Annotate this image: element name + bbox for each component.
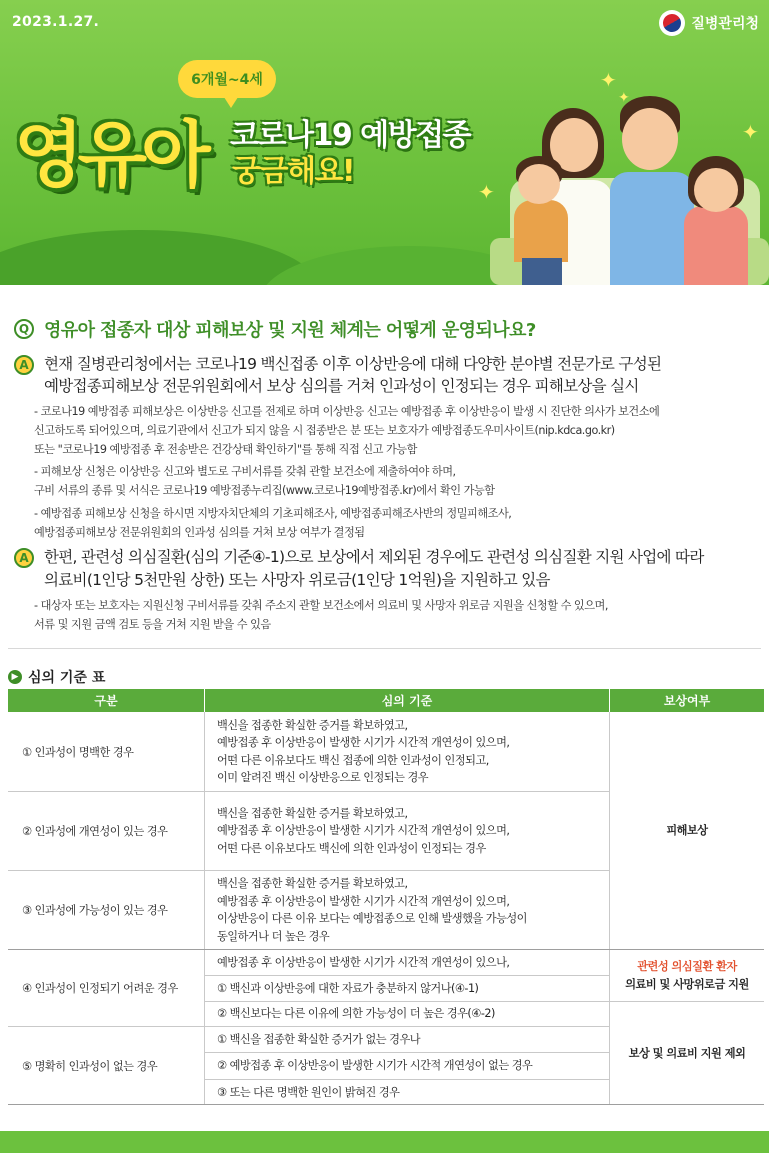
background-hill <box>0 230 320 285</box>
table-row-category: ② 인과성에 개연성이 있는 경우 <box>22 825 168 838</box>
sparkle-icon: ✦ <box>742 120 759 144</box>
table-header-criteria: 심의 기준 <box>205 689 609 712</box>
table-row-criteria: 백신을 접종한 확실한 증거를 확보하였고, 예방접종 후 이상반응이 발생한 시기가 시간적 개연성이 있으며, 어떤 다른 이유보다도 백신 접종에 의한 인과성이 인정되고, 이미 알려진 백신 이상반응으로 인정되는 경우 <box>217 718 510 784</box>
agency-name: 질병관리청 <box>691 16 759 32</box>
question-badge: Q <box>14 319 34 339</box>
answer-2-bullet: 서류 및 지원 금액 검토 등을 거쳐 지원 받을 수 있음 <box>34 618 271 631</box>
table-title <box>8 667 105 687</box>
answer-1-line: 예방접종피해보상 전문위원회에서 보상 심의를 거쳐 인과성이 인정되는 경우 피해보상을 실시 <box>44 377 639 395</box>
table-row-criteria: 백신을 접종한 확실한 증거를 확보하였고, 예방접종 후 이상반응이 발생한 시기가 시간적 개연성이 있으며, 어떤 다른 이유보다도 백신에 의한 인과성이 인정되는 경우 <box>217 806 510 855</box>
answer-1-bullet: 신고하도록 되어있으며, 의료기관에서 신고가 되지 않을 시 접종받은 분 또는 보호자가 예방접종도우미사이트(nip.kdca.go.kr) <box>34 424 615 437</box>
compensation-cell: 보상 및 의료비 지원 제외 <box>628 1046 746 1060</box>
answer-1-bullet: - 피해보상 신청은 이상반응 신고와 별도로 구비서류를 갖춰 관할 보건소에 제출하여야 하며, <box>34 465 456 478</box>
agency-logo <box>659 10 759 36</box>
sparkle-icon: ✦ <box>478 180 495 204</box>
answer-badge: A <box>14 355 34 375</box>
compensation-cell: 피해보상 <box>666 823 708 837</box>
table-header-compensation: 보상여부 <box>610 689 764 712</box>
table-row-category: ③ 인과성에 가능성이 있는 경우 <box>22 904 168 917</box>
table-header-category: 구분 <box>8 689 204 712</box>
taegeuk-icon <box>659 10 685 36</box>
table-row-criteria: ③ 또는 다른 명백한 원인이 밝혀진 경우 <box>217 1085 400 1099</box>
answer-1-bullet: 구비 서류의 종류 및 서식은 코로나19 예방접종누리집(www.코로나19예방접종.kr)에서 확인 가능함 <box>34 484 495 497</box>
answer-1-bullet: - 코로나19 예방접종 피해보상은 이상반응 신고를 전제로 하며 이상반응 신고는 예방접종 후 이상반응이 발생 시 진단한 의사가 보건소에 <box>34 405 660 418</box>
subtitle-line-2: 궁금해요! <box>232 154 355 189</box>
age-bubble: 6개월~4세 <box>178 60 276 98</box>
table-row-category: ④ 인과성이 인정되기 어려운 경우 <box>22 982 178 995</box>
main-title: 영유아 <box>14 113 205 197</box>
table-row-criteria: 예방접종 후 이상반응이 발생한 시기가 시간적 개연성이 있으나, <box>217 955 510 969</box>
table-row-criteria: ② 예방접종 후 이상반응이 발생한 시기가 시간적 개연성이 없는 경우 <box>217 1059 533 1073</box>
subtitle-line-1: 코로나19 예방접종 <box>230 118 471 153</box>
question-row <box>14 316 536 342</box>
header-banner <box>0 0 769 285</box>
table-row-category: ① 인과성이 명백한 경우 <box>22 745 134 759</box>
review-criteria-table <box>8 689 764 1105</box>
section-divider <box>8 648 761 649</box>
table-row-criteria: 백신을 접종한 확실한 증거를 확보하였고, 예방접종 후 이상반응이 발생한 시기가 시간적 개연성이 있으며, 이상반응이 다른 이유 보다는 예방접종으로 인해 발생했을 가능성이 동일하거나 더 높은 경우 <box>217 877 527 943</box>
compensation-cell: 관련성 의심질환 환자 의료비 및 사망위로금 지원 <box>625 959 749 991</box>
answer-badge: A <box>14 548 34 568</box>
answer-1-bullet: 예방접종피해보상 전문위원회의 인과성 심의를 거쳐 보상 여부가 결정됨 <box>34 526 365 539</box>
answer-1-bullet: 또는 "코로나19 예방접종 후 전송받은 건강상태 확인하기"를 통해 직접 신고 가능함 <box>34 443 417 456</box>
answer-1-line: 현재 질병관리청에서는 코로나19 백신접종 이후 이상반응에 대해 다양한 분야별 전문가로 구성된 <box>44 355 662 373</box>
sparkle-icon: ✦ <box>600 68 617 92</box>
footer-bar <box>0 1131 769 1153</box>
answer-1-bullet: - 예방접종 피해보상 신청을 하시면 지방자치단체의 기초피해조사, 예방접종피해조사반의 정밀피해조사, <box>34 507 512 520</box>
family-illustration <box>470 60 769 285</box>
table-row-criteria: ① 백신과 이상반응에 대한 자료가 충분하지 않거나(④-1) <box>217 981 479 995</box>
answer-2-bullet: - 대상자 또는 보호자는 지원신청 구비서류를 갖춰 주소지 관할 보건소에서 의료비 및 사망자 위로금 지원을 신청할 수 있으며, <box>34 599 608 612</box>
publish-date: 2023.1.27. <box>12 14 100 30</box>
answer-2-line: 한편, 관련성 의심질환(심의 기준④-1)으로 보상에서 제외된 경우에도 관련성 의심질환 지원 사업에 따라 <box>44 548 704 566</box>
table-title-text: 심의 기준 표 <box>28 670 106 686</box>
bubble-tail <box>222 94 240 108</box>
answer-2-line: 의료비(1인당 5천만원 상한) 또는 사망자 위로금(1인당 1억원)을 지원하고 있음 <box>44 571 550 589</box>
table-row-category: ⑤ 명확히 인과성이 없는 경우 <box>22 1060 158 1073</box>
table-row-criteria: ① 백신을 접종한 확실한 증거가 없는 경우나 <box>217 1032 421 1046</box>
sparkle-icon: ✦ <box>618 90 630 106</box>
question-text: 영유아 접종자 대상 피해보상 및 지원 체계는 어떻게 운영되나요? <box>44 320 536 341</box>
chevron-right-icon: ▶ <box>8 670 22 684</box>
table-row-criteria: ② 백신보다는 다른 이유에 의한 가능성이 더 높은 경우(④-2) <box>217 1007 495 1021</box>
